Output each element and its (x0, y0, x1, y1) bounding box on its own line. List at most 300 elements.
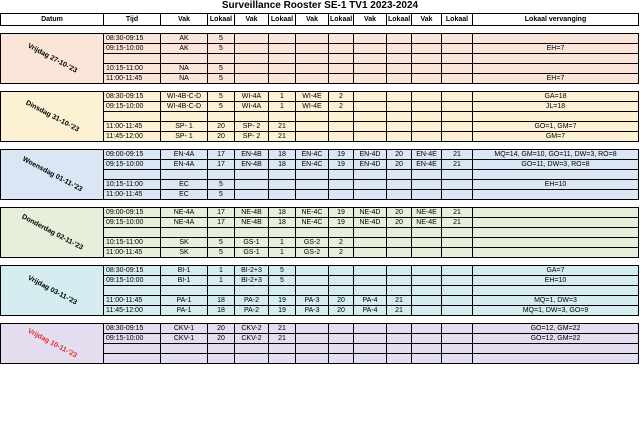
table-cell: 19 (269, 306, 296, 316)
column-header: Vak (354, 14, 387, 26)
table-cell (412, 112, 442, 122)
table-cell (208, 54, 235, 64)
table-cell: BI-1 (161, 276, 208, 286)
table-cell (354, 354, 387, 364)
table-cell (387, 324, 412, 334)
table-cell: NE-4C (296, 208, 329, 218)
table-cell: BI-2+3 (235, 266, 269, 276)
table-cell: 21 (442, 150, 473, 160)
table-cell (442, 334, 473, 344)
table-cell (442, 190, 473, 200)
table-cell: 21 (269, 324, 296, 334)
table-cell (387, 54, 412, 64)
table-cell (387, 170, 412, 180)
table-cell (354, 238, 387, 248)
table-cell (354, 266, 387, 276)
table-cell (235, 228, 269, 238)
time-cell: 11:45-12:00 (104, 306, 161, 316)
day-cell (1, 324, 104, 364)
table-cell (269, 74, 296, 84)
table-cell: 5 (208, 102, 235, 112)
table-cell (354, 132, 387, 142)
table-cell (442, 324, 473, 334)
column-header: Tijd (104, 14, 161, 26)
table-cell: 21 (387, 296, 412, 306)
day-cell (1, 150, 104, 200)
table-cell (442, 44, 473, 54)
vervanging-cell: EH=7 (473, 44, 639, 54)
table-cell: BI-2+3 (235, 276, 269, 286)
table-cell (354, 334, 387, 344)
vervanging-cell: GA=7 (473, 266, 639, 276)
table-cell (442, 34, 473, 44)
table-cell (354, 64, 387, 74)
table-cell (269, 34, 296, 44)
header-row (1, 14, 639, 26)
table-cell: AK (161, 44, 208, 54)
table-cell: 5 (208, 92, 235, 102)
table-cell: 5 (208, 34, 235, 44)
table-cell: AK (161, 34, 208, 44)
vervanging-cell: EH=10 (473, 180, 639, 190)
table-cell: NE-4D (354, 208, 387, 218)
table-cell (387, 34, 412, 44)
vervanging-cell (473, 170, 639, 180)
table-cell (296, 132, 329, 142)
table-cell (329, 64, 354, 74)
table-cell (354, 92, 387, 102)
table-cell: 21 (269, 122, 296, 132)
table-cell: NE-4C (296, 218, 329, 228)
table-cell (354, 286, 387, 296)
table-cell: NE-4E (412, 208, 442, 218)
table-cell: 5 (208, 248, 235, 258)
table-cell (208, 286, 235, 296)
vervanging-cell (473, 228, 639, 238)
table-cell: 1 (269, 92, 296, 102)
vervanging-cell: GO=1, GM=7 (473, 122, 639, 132)
table-cell: WI-4B-C-D (161, 102, 208, 112)
spacer-cell (1, 84, 639, 92)
vervanging-cell (473, 112, 639, 122)
time-cell: 11:00-11:45 (104, 122, 161, 132)
table-cell (296, 122, 329, 132)
table-cell: 20 (329, 296, 354, 306)
table-cell (442, 344, 473, 354)
table-cell (354, 324, 387, 334)
table-cell: GS-1 (235, 248, 269, 258)
table-cell: 20 (208, 132, 235, 142)
spacer-row (1, 142, 639, 150)
table-cell (296, 344, 329, 354)
table-cell: 19 (329, 208, 354, 218)
table-cell: CKV-1 (161, 334, 208, 344)
table-cell: NA (161, 74, 208, 84)
table-cell: NE-4A (161, 208, 208, 218)
day-label: Woensdag 01-11-'23 (21, 155, 84, 193)
table-cell: 18 (208, 296, 235, 306)
table-cell (296, 44, 329, 54)
table-cell: 20 (387, 218, 412, 228)
table-cell (412, 334, 442, 344)
time-cell: 09:15-10:00 (104, 44, 161, 54)
spacer-row (1, 258, 639, 266)
table-cell (387, 238, 412, 248)
table-cell (329, 286, 354, 296)
table-cell: PA-4 (354, 296, 387, 306)
day-label: Vrijdag 03-11-'23 (26, 274, 78, 306)
table-cell: 1 (269, 238, 296, 248)
table-cell (412, 92, 442, 102)
table-cell (442, 266, 473, 276)
table-cell: 5 (208, 44, 235, 54)
table-cell: 18 (208, 306, 235, 316)
table-cell (161, 344, 208, 354)
table-cell: WI-4E (296, 92, 329, 102)
time-cell: 09:00-09:15 (104, 150, 161, 160)
table-cell: SK (161, 238, 208, 248)
table-cell: 21 (442, 160, 473, 170)
table-cell: NA (161, 64, 208, 74)
table-cell (354, 170, 387, 180)
table-cell: SP- 1 (161, 132, 208, 142)
table-cell (387, 74, 412, 84)
table-cell (269, 180, 296, 190)
table-cell: 17 (208, 218, 235, 228)
table-cell (442, 170, 473, 180)
table-cell (442, 296, 473, 306)
table-cell: 17 (208, 150, 235, 160)
table-cell: 2 (329, 92, 354, 102)
table-cell (412, 276, 442, 286)
table-cell (235, 54, 269, 64)
table-cell (354, 34, 387, 44)
table-cell (442, 64, 473, 74)
table-cell: NE-4B (235, 208, 269, 218)
table-cell (354, 228, 387, 238)
table-cell (208, 354, 235, 364)
table-cell (269, 228, 296, 238)
table-cell: WI-4A (235, 92, 269, 102)
table-row (1, 150, 639, 160)
table-cell: SP- 1 (161, 122, 208, 132)
time-cell: 11:00-11:45 (104, 248, 161, 258)
vervanging-cell: MQ=1, DW=3, GO=9 (473, 306, 639, 316)
table-cell: 19 (329, 150, 354, 160)
table-cell (329, 122, 354, 132)
day-cell (1, 208, 104, 258)
table-cell: PA-1 (161, 306, 208, 316)
vervanging-cell: MQ=14, GM=10, GO=11, DW=3, RO=8 (473, 150, 639, 160)
table-cell (208, 112, 235, 122)
table-cell (387, 266, 412, 276)
table-cell (412, 170, 442, 180)
table-cell: EN-4B (235, 150, 269, 160)
table-cell: CKV-1 (161, 324, 208, 334)
table-cell: 2 (329, 102, 354, 112)
table-cell: 5 (208, 64, 235, 74)
table-cell: 1 (269, 102, 296, 112)
time-cell: 08:30-09:15 (104, 92, 161, 102)
table-cell (412, 344, 442, 354)
table-cell: 5 (208, 180, 235, 190)
table-cell (354, 74, 387, 84)
table-cell (296, 64, 329, 74)
table-cell (161, 228, 208, 238)
table-cell: 18 (269, 150, 296, 160)
day-label: Donderdag 02-11-'23 (20, 212, 84, 252)
table-cell (329, 54, 354, 64)
table-cell: CKV-2 (235, 334, 269, 344)
table-cell: EN-4C (296, 150, 329, 160)
table-cell (412, 306, 442, 316)
column-header: Vak (235, 14, 269, 26)
table-cell (354, 122, 387, 132)
table-cell: GS-1 (235, 238, 269, 248)
vervanging-cell (473, 238, 639, 248)
table-cell (329, 228, 354, 238)
vervanging-cell (473, 208, 639, 218)
table-cell: CKV-2 (235, 324, 269, 334)
table-cell: EN-4C (296, 160, 329, 170)
table-cell: 1 (208, 266, 235, 276)
table-cell (354, 180, 387, 190)
table-cell (235, 64, 269, 74)
vervanging-cell (473, 218, 639, 228)
vervanging-cell: GO=12, GM=22 (473, 334, 639, 344)
table-cell (329, 34, 354, 44)
table-cell (387, 334, 412, 344)
table-cell: 2 (329, 248, 354, 258)
table-cell (412, 122, 442, 132)
time-cell (104, 54, 161, 64)
table-cell (387, 122, 412, 132)
time-cell (104, 286, 161, 296)
table-cell: 21 (442, 218, 473, 228)
table-cell: 17 (208, 208, 235, 218)
table-cell: EN-4D (354, 150, 387, 160)
table-cell (354, 276, 387, 286)
table-cell (235, 344, 269, 354)
table-cell (269, 170, 296, 180)
day-cell (1, 34, 104, 84)
table-cell (269, 64, 296, 74)
table-cell (235, 74, 269, 84)
table-cell (329, 266, 354, 276)
table-cell (442, 238, 473, 248)
table-cell: 5 (208, 74, 235, 84)
time-cell (104, 112, 161, 122)
table-cell (235, 180, 269, 190)
table-cell: WI-4B-C-D (161, 92, 208, 102)
table-cell (296, 34, 329, 44)
table-cell (269, 44, 296, 54)
table-cell: BI-1 (161, 266, 208, 276)
table-cell (387, 92, 412, 102)
table-cell (296, 170, 329, 180)
table-cell: 1 (269, 248, 296, 258)
table-cell (329, 132, 354, 142)
vervanging-cell (473, 248, 639, 258)
day-label: Dinsdag 31-10-'23 (24, 99, 81, 134)
spacer-row (1, 26, 639, 34)
table-cell (354, 344, 387, 354)
day-label: Vrijdag 10-11-'23 (26, 327, 78, 359)
table-cell: PA-3 (296, 306, 329, 316)
table-cell (412, 64, 442, 74)
table-cell (387, 276, 412, 286)
table-cell (412, 266, 442, 276)
vervanging-cell: GM=7 (473, 132, 639, 142)
table-cell: GS-2 (296, 238, 329, 248)
table-cell: PA-2 (235, 296, 269, 306)
table-cell (354, 248, 387, 258)
table-row (1, 208, 639, 218)
table-cell (354, 190, 387, 200)
table-cell (412, 296, 442, 306)
vervanging-cell: GO=11, DW=3, RO=8 (473, 160, 639, 170)
table-cell: 18 (269, 208, 296, 218)
table-cell: 21 (387, 306, 412, 316)
vervanging-cell: EH=7 (473, 74, 639, 84)
table-cell (296, 112, 329, 122)
time-cell: 11:00-11:45 (104, 190, 161, 200)
table-cell (354, 44, 387, 54)
vervanging-cell: EH=10 (473, 276, 639, 286)
time-cell: 10:15-11:00 (104, 238, 161, 248)
table-body (1, 26, 639, 364)
table-cell (269, 190, 296, 200)
table-cell: 2 (329, 238, 354, 248)
table-cell (442, 112, 473, 122)
table-cell (442, 180, 473, 190)
table-cell: 21 (442, 208, 473, 218)
table-cell (412, 286, 442, 296)
table-cell (235, 170, 269, 180)
table-cell (269, 54, 296, 64)
table-cell (412, 102, 442, 112)
table-cell: 20 (208, 334, 235, 344)
table-cell (387, 228, 412, 238)
table-cell (329, 334, 354, 344)
vervanging-cell: GA=18 (473, 92, 639, 102)
table-row (1, 92, 639, 102)
column-header: Lokaal vervanging (473, 14, 639, 26)
day-label: Vrijdag 27-10-'23 (26, 42, 79, 75)
table-cell (329, 324, 354, 334)
sheet-title: Surveillance Rooster SE-1 TV1 2023-2024 (221, 0, 419, 11)
table-cell (442, 122, 473, 132)
table-cell: GS-2 (296, 248, 329, 258)
vervanging-cell (473, 286, 639, 296)
table-cell (161, 112, 208, 122)
table-cell: 5 (208, 190, 235, 200)
spacer-cell (1, 26, 639, 34)
time-cell: 11:00-11:45 (104, 74, 161, 84)
table-cell (412, 44, 442, 54)
time-cell: 09:15-10:00 (104, 102, 161, 112)
table-cell (412, 228, 442, 238)
table-cell: EN-4E (412, 160, 442, 170)
table-cell (442, 92, 473, 102)
table-cell (412, 354, 442, 364)
table-cell (442, 276, 473, 286)
table-cell (387, 248, 412, 258)
table-cell: WI-4A (235, 102, 269, 112)
table-cell: EC (161, 180, 208, 190)
spacer-cell (1, 316, 639, 324)
table-cell (329, 276, 354, 286)
vervanging-cell (473, 190, 639, 200)
table-cell (235, 190, 269, 200)
table-cell: 20 (387, 160, 412, 170)
table-cell: PA-4 (354, 306, 387, 316)
table-row (1, 324, 639, 334)
table-cell (329, 170, 354, 180)
table-cell: SP- 2 (235, 132, 269, 142)
table-cell: 1 (208, 276, 235, 286)
table-cell (442, 228, 473, 238)
rooster-table (0, 13, 639, 364)
table-cell (329, 344, 354, 354)
table-cell (354, 102, 387, 112)
spacer-cell (1, 142, 639, 150)
spacer-row (1, 316, 639, 324)
table-cell (235, 354, 269, 364)
column-header: Vak (296, 14, 329, 26)
table-cell (296, 266, 329, 276)
time-cell (104, 354, 161, 364)
table-cell: 20 (387, 150, 412, 160)
table-cell (161, 170, 208, 180)
table-cell (354, 112, 387, 122)
table-cell: 19 (269, 296, 296, 306)
column-header: Lokaal (269, 14, 296, 26)
spacer-row (1, 84, 639, 92)
table-cell (329, 44, 354, 54)
time-cell (104, 344, 161, 354)
column-header: Vak (412, 14, 442, 26)
table-cell: NE-4D (354, 218, 387, 228)
table-cell: 20 (387, 208, 412, 218)
time-cell: 09:15-10:00 (104, 218, 161, 228)
table-cell (412, 190, 442, 200)
column-header: Lokaal (442, 14, 473, 26)
vervanging-cell (473, 34, 639, 44)
spacer-row (1, 200, 639, 208)
time-cell: 11:45-12:00 (104, 132, 161, 142)
table-cell (442, 74, 473, 84)
table-cell: 18 (269, 160, 296, 170)
table-cell (296, 286, 329, 296)
table-cell (208, 170, 235, 180)
table-cell (296, 334, 329, 344)
table-cell (235, 112, 269, 122)
table-cell (296, 276, 329, 286)
table-cell (161, 354, 208, 364)
vervanging-cell: GO=12, GM=22 (473, 324, 639, 334)
table-cell (412, 238, 442, 248)
table-cell: 19 (329, 218, 354, 228)
table-cell: EN-4A (161, 150, 208, 160)
table-cell: 20 (329, 306, 354, 316)
table-cell (269, 354, 296, 364)
table-cell (235, 34, 269, 44)
time-cell: 09:00-09:15 (104, 208, 161, 218)
table-cell (269, 286, 296, 296)
vervanging-cell (473, 64, 639, 74)
table-cell (296, 228, 329, 238)
